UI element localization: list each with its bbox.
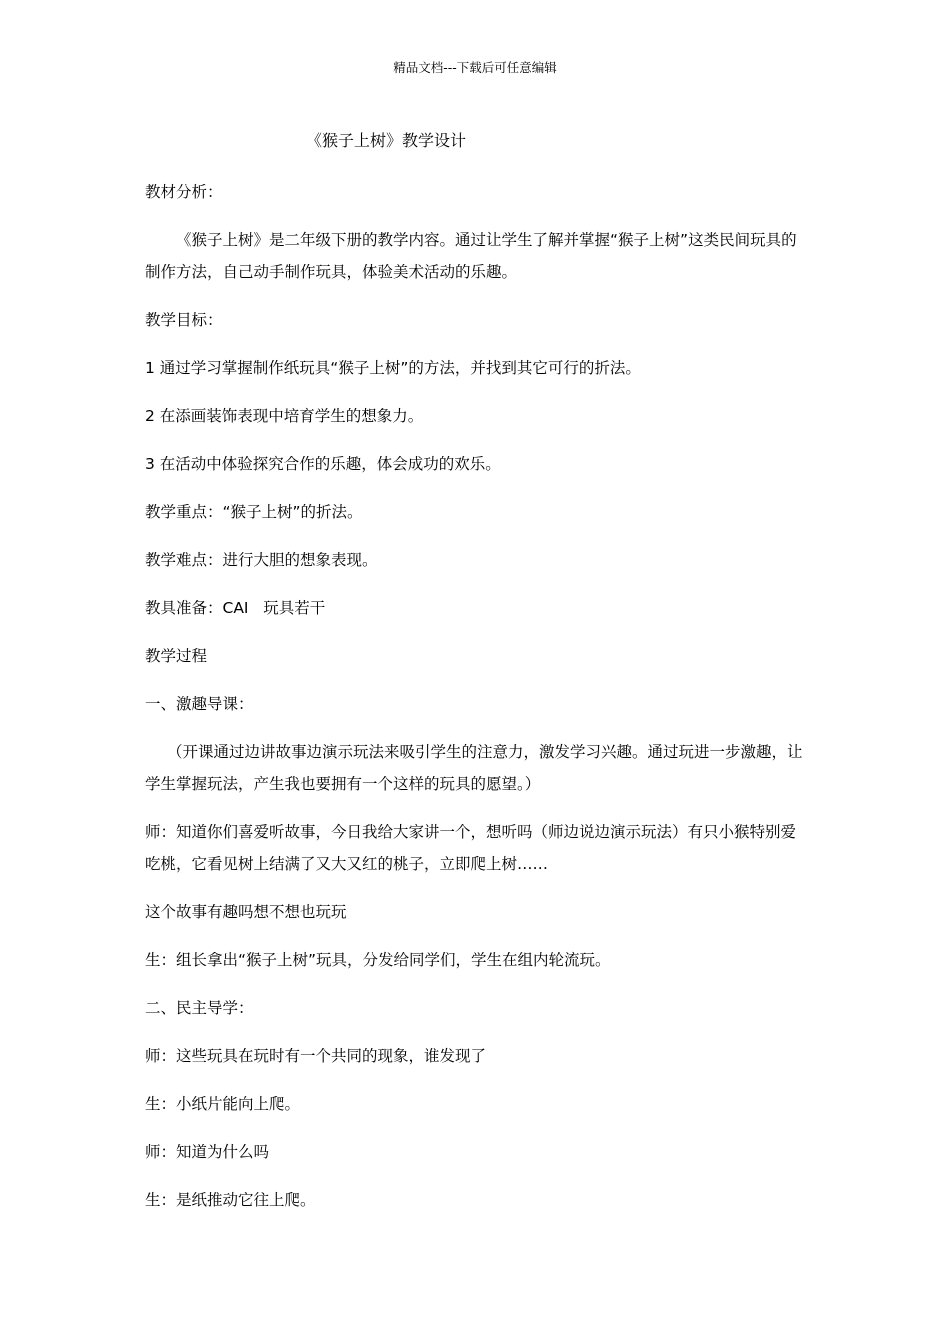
dialogue-teacher-1: 师：知道你们喜爱听故事，今日我给大家讲一个，想听吗（师边说边演示玩法）有只小猴特别爱吃桃，它看见树上结满了又大又红的桃子，立即爬上树…… [145, 823, 797, 873]
dialogue-teacher-2: 师：这些玩具在玩时有一个共同的现象，谁发现了 [145, 1047, 487, 1065]
section-heading-process: 教学过程 [145, 647, 208, 665]
objective-item-2: 2 在添画装饰表现中培育学生的想象力。 [145, 407, 424, 425]
teaching-difficulty: 教学难点：进行大胆的想象表现。 [145, 551, 378, 569]
objective-item-1: 1 通过学习掌握制作纸玩具“猴子上树”的方法，并找到其它可行的折法。 [145, 359, 641, 377]
objective-item-3: 3 在活动中体验探究合作的乐趣，体会成功的欢乐。 [145, 455, 501, 473]
paragraph-step-1-note: （开课通过边讲故事边演示玩法来吸引学生的注意力，激发学习兴趣。通过玩进一步激趣，让学生掌握玩法，产生我也要拥有一个这样的玩具的愿望。） [145, 743, 803, 793]
teaching-key-point: 教学重点：“猴子上树”的折法。 [145, 503, 363, 521]
step-heading-1: 一、激趣导课： [145, 695, 254, 713]
section-heading-material-analysis: 教材分析： [145, 183, 223, 201]
dialogue-student-1: 生：组长拿出“猴子上树”玩具，分发给同学们，学生在组内轮流玩。 [145, 951, 611, 969]
dialogue-line: 这个故事有趣吗想不想也玩玩 [145, 903, 347, 921]
dialogue-teacher-3: 师：知道为什么吗 [145, 1143, 270, 1161]
dialogue-student-2: 生：小纸片能向上爬。 [145, 1095, 301, 1113]
teaching-aids: 教具准备：CAI 玩具若干 [145, 599, 326, 617]
dialogue-student-3: 生：是纸推动它往上爬。 [145, 1191, 316, 1209]
paragraph-material-analysis: 《猴子上树》是二年级下册的教学内容。通过让学生了解并掌握“猴子上树”这类民间玩具的制作方法，自己动手制作玩具，体验美术活动的乐趣。 [145, 231, 797, 281]
document-title: 《猴子上树》教学设计 [306, 131, 467, 150]
document-body [145, 176, 810, 1232]
page-header: 精品文档---下载后可任意编辑 [393, 60, 557, 75]
step-heading-2: 二、民主导学： [145, 999, 254, 1017]
section-heading-objectives: 教学目标： [145, 311, 223, 329]
